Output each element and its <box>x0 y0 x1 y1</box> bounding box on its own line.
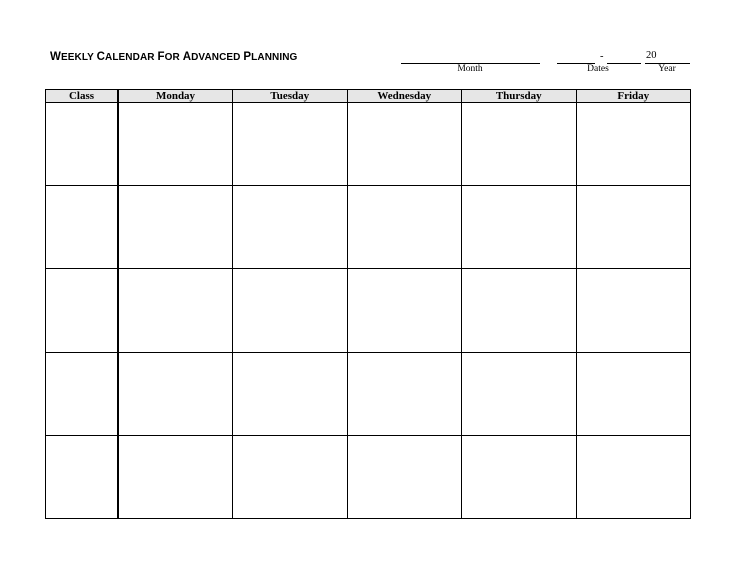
friday-cell[interactable] <box>576 435 691 518</box>
dates-label: Dates <box>587 64 609 74</box>
tuesday-cell[interactable] <box>233 352 348 435</box>
class-cell[interactable] <box>46 186 119 269</box>
friday-cell[interactable] <box>576 186 691 269</box>
friday-cell[interactable] <box>576 352 691 435</box>
class-cell[interactable] <box>46 352 119 435</box>
friday-cell[interactable] <box>576 269 691 352</box>
class-cell[interactable] <box>46 103 119 186</box>
monday-cell[interactable] <box>118 103 233 186</box>
tuesday-cell[interactable] <box>233 103 348 186</box>
tuesday-cell[interactable] <box>233 269 348 352</box>
year-prefix: 20 <box>646 50 657 61</box>
monday-cell[interactable] <box>118 269 233 352</box>
column-header-monday: Monday <box>118 90 233 103</box>
tuesday-cell[interactable] <box>233 435 348 518</box>
thursday-cell[interactable] <box>462 352 577 435</box>
wednesday-cell[interactable] <box>347 103 462 186</box>
column-header-wednesday: Wednesday <box>347 90 462 103</box>
table-row <box>46 269 691 352</box>
column-header-thursday: Thursday <box>462 90 577 103</box>
month-label: Month <box>457 64 483 74</box>
thursday-cell[interactable] <box>462 186 577 269</box>
weekly-calendar-table <box>45 89 691 519</box>
friday-cell[interactable] <box>576 103 691 186</box>
wednesday-cell[interactable] <box>347 435 462 518</box>
page-title: WEEKLY CALENDAR FOR ADVANCED PLANNING <box>50 51 298 63</box>
column-header-friday: Friday <box>576 90 691 103</box>
class-cell[interactable] <box>46 269 119 352</box>
table-row <box>46 186 691 269</box>
table-row <box>46 352 691 435</box>
year-label: Year <box>658 64 676 74</box>
monday-cell[interactable] <box>118 352 233 435</box>
wednesday-cell[interactable] <box>347 269 462 352</box>
monday-cell[interactable] <box>118 186 233 269</box>
column-header-class: Class <box>46 90 119 103</box>
wednesday-cell[interactable] <box>347 186 462 269</box>
monday-cell[interactable] <box>118 435 233 518</box>
table-row <box>46 103 691 186</box>
tuesday-cell[interactable] <box>233 186 348 269</box>
dates-separator: - <box>600 51 604 62</box>
thursday-cell[interactable] <box>462 435 577 518</box>
header-row <box>46 90 691 103</box>
thursday-cell[interactable] <box>462 103 577 186</box>
wednesday-cell[interactable] <box>347 352 462 435</box>
table-row <box>46 435 691 518</box>
class-cell[interactable] <box>46 435 119 518</box>
column-header-tuesday: Tuesday <box>233 90 348 103</box>
thursday-cell[interactable] <box>462 269 577 352</box>
